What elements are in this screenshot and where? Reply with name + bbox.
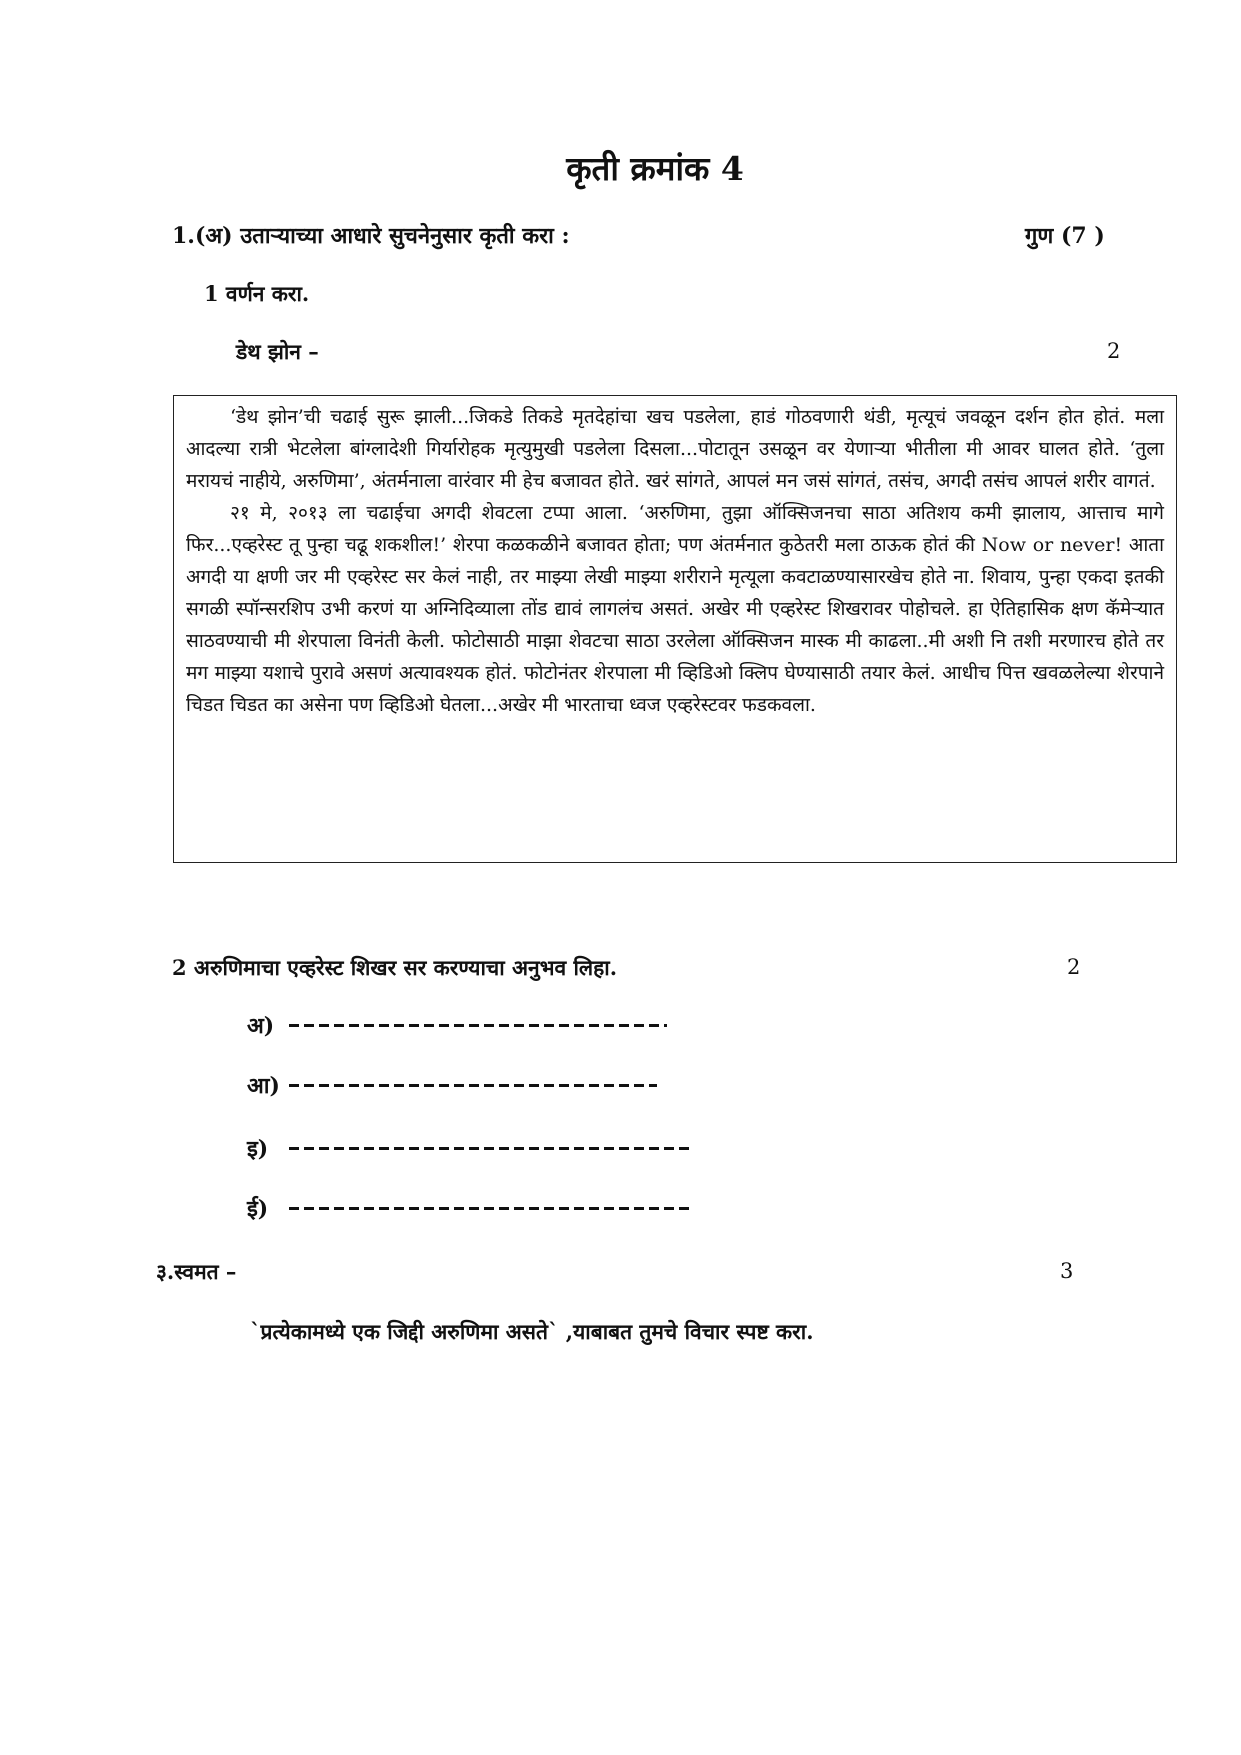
question-3-marks: 3 xyxy=(1060,1259,1074,1283)
answer-line-aa[interactable] xyxy=(247,1070,657,1100)
answer-label-i: इ) xyxy=(247,1136,269,1162)
question-3-heading: ३.स्वमत – xyxy=(156,1259,237,1284)
question-3-prompt: `प्रत्येकामध्ये एक जिद्दी अरुणिमा असते` ,याबाबत तुमचे विचार स्पष्ट करा. xyxy=(250,1319,814,1344)
answer-label-aa: आ) xyxy=(247,1073,280,1099)
answer-label-a: अ) xyxy=(247,1013,275,1039)
answer-blank-ii xyxy=(289,1207,689,1210)
answer-line-a[interactable] xyxy=(247,1010,667,1040)
answer-label-ii: ई) xyxy=(247,1196,269,1222)
subquestion-1-heading: 1 वर्णन करा. xyxy=(204,281,310,306)
passage-paragraph-1: ‘डेथ झोन’ची चढाई सुरू झाली...जिकडे तिकडे मृतदेहांचा खच पडलेला, हाडं गोठवणारी थंडी, मृत्यूचं जवळून दर्शन होत होतं. मला आदल्या रात्री भेटलेला बांग्लादेशी गिर्यारोहक मृत्युमुखी पडलेला दिसला...पोटातून उसळून वर येणाऱ्या भीतीला मी आवर घालत होते. ‘तुला मरायचं नाहीये, अरुणिमा’, अंतर्मनाला वारंवार मी हेच बजावत होते. खरं सांगते, आपलं मन जसं सांगतं, तसंच, अगदी तसंच आपलं शरीर वागतं. xyxy=(186,406,1164,492)
answer-blank-aa xyxy=(289,1084,657,1087)
question-1-heading: 1.(अ) उताऱ्याच्या आधारे सुचनेनुसार कृती करा : xyxy=(172,223,570,249)
answer-line-ii[interactable] xyxy=(247,1193,689,1223)
answer-blank-i xyxy=(289,1147,689,1150)
total-marks-label: गुण (7 ) xyxy=(1025,223,1105,249)
question-2-marks: 2 xyxy=(1067,955,1081,979)
answer-line-i[interactable] xyxy=(247,1133,689,1163)
death-zone-item: डेथ झोन – xyxy=(236,339,319,364)
passage-box xyxy=(173,395,1177,863)
question-2-heading: 2 अरुणिमाचा एव्हरेस्ट शिखर सर करण्याचा अनुभव लिहा. xyxy=(172,955,618,980)
page-title: कृती क्रमांक 4 xyxy=(566,149,744,188)
subquestion-1-marks: 2 xyxy=(1107,339,1121,363)
answer-blank-a xyxy=(289,1024,667,1027)
passage-paragraph-2: २१ मे, २०१३ ला चढाईचा अगदी शेवटला टप्पा आला. ‘अरुणिमा, तुझा ऑक्सिजनचा साठा अतिशय कमी झालाय, आत्ताच मागे फिर...एव्हरेस्ट तू पुन्हा चढू शकशील!’ शेरपा कळकळीने बजावत होता; पण अंतर्मनात कुठेतरी मला ठाऊक होतं की Now or never! आता अगदी या क्षणी जर मी एव्हरेस्ट सर केलं नाही, तर माझ्या लेखी माझ्या शरीराने मृत्यूला कवटाळण्यासारखेच होते ना. शिवाय, पुन्हा एकदा इतकी सगळी स्पॉन्सरशिप उभी करणं या अग्निदिव्याला तोंड द्यावं लागलंच असतं. अखेर मी एव्हरेस्ट शिखरावर पोहोचले. हा ऐतिहासिक क्षण कॅमेऱ्यात साठवण्याची मी शेरपाला विनंती केली. फोटोसाठी माझा शेवटचा साठा उरलेला ऑक्सिजन मास्क मी काढला..मी अशी नि तशी मरणारच होते तर मग माझ्या यशाचे पुरावे असणं अत्यावश्यक होतं. फोटोनंतर शेरपाला मी व्हिडिओ क्लिप घेण्यासाठी तयार केलं. आधीच पित्त खवळलेल्या शेरपाने चिडत चिडत का असेना पण व्हिडिओ घेतला...अखेर मी भारताचा ध्वज एव्हरेस्टवर फडकवला. xyxy=(186,502,1164,716)
